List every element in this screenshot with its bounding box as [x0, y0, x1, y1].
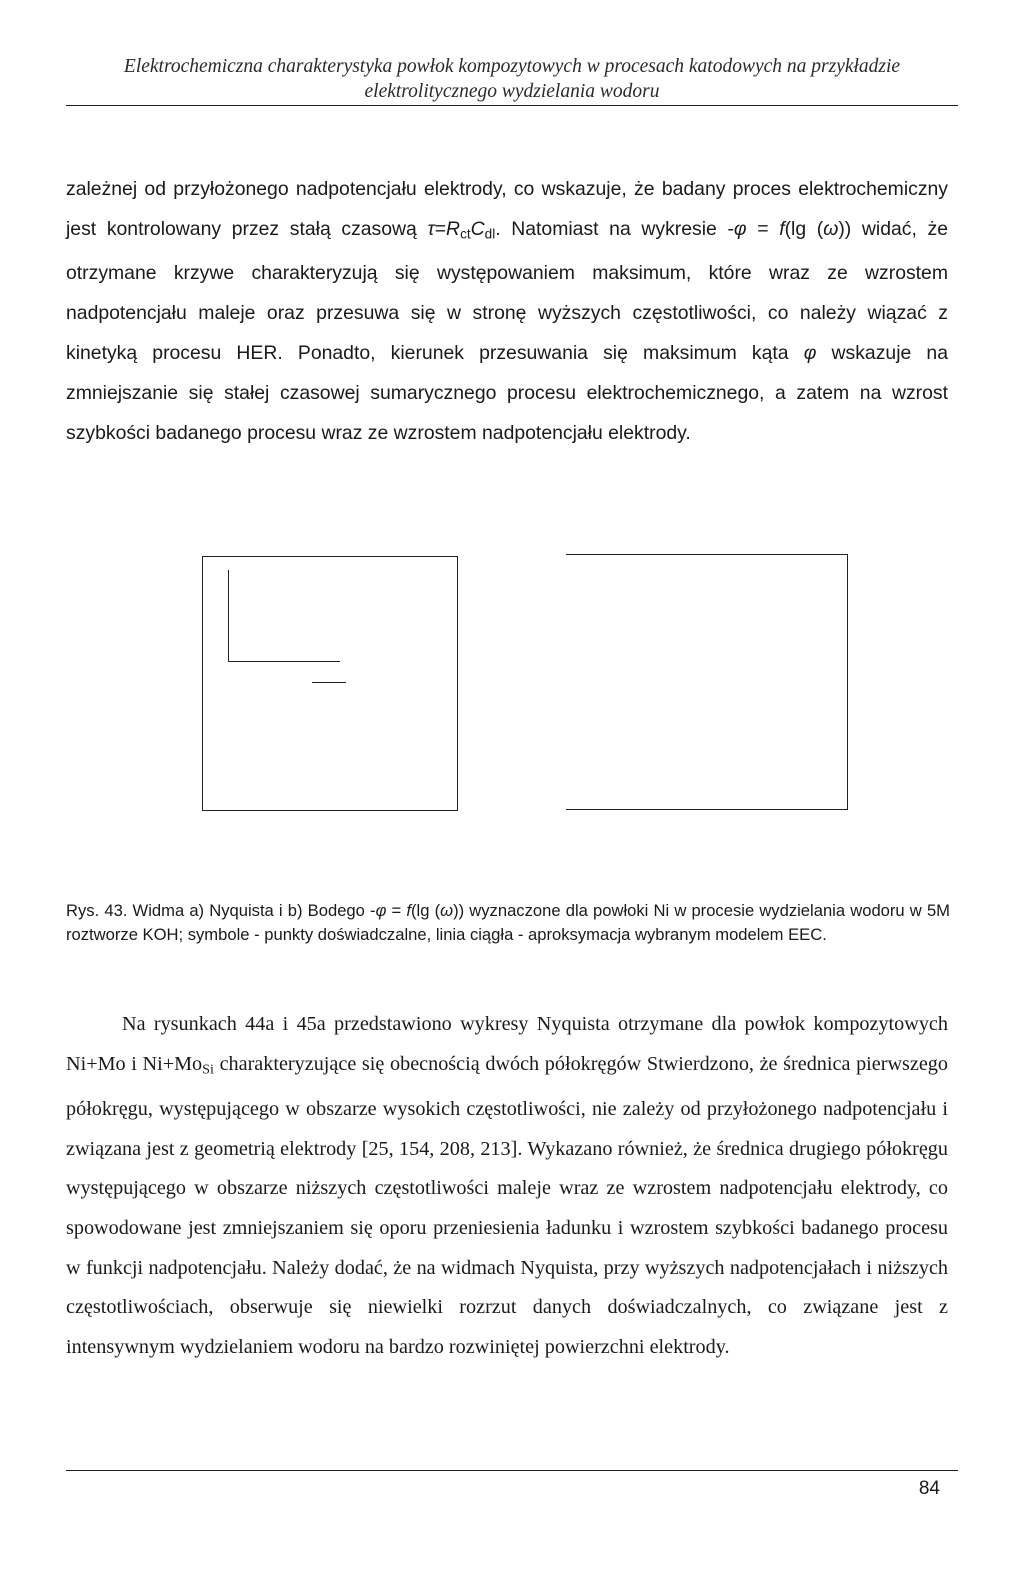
text-run: . Natomiast na wykresie -: [495, 217, 734, 240]
figure-a-short-dash: [312, 682, 346, 683]
text-run: =: [434, 217, 447, 240]
body-paragraph-2: [66, 1005, 948, 1368]
text-run: wskazuje na zmniejszanie się stałej czasowej sumarycznego procesu elektrochemicznego, a zatem na wzrost szybkości badanego procesu wraz ze wzrostem nadpotencjału elektrody.: [66, 342, 949, 444]
f-symbol: f: [779, 217, 785, 240]
phi-symbol: φ: [375, 901, 387, 920]
page-number: 84: [918, 1478, 940, 1499]
c-subscript: dl: [484, 226, 496, 242]
running-header-line-2: elektrolitycznego wydzielania wodoru: [364, 81, 660, 102]
r-subscript: ct: [460, 226, 471, 242]
footer-rule: [66, 1470, 958, 1471]
running-header-line-1: Elektrochemiczna charakterystyka powłok kompozytowych w procesach katodowych na przykładzie: [123, 56, 901, 77]
running-header: [66, 54, 958, 104]
text-run: (lg (: [411, 901, 441, 920]
text-run: (lg (: [784, 217, 824, 240]
phi-symbol: φ: [733, 217, 747, 240]
figure-b-bode-frame: [566, 554, 848, 810]
text-run: )) wyznaczone dla powłoki Ni w procesie wydzielania wodoru w 5M roztworze KOH; symbole - punkty doświadczalne, linia ciągła - aproksymacja wybranym modelem EEC.: [66, 901, 950, 944]
header-rule: [66, 105, 958, 106]
figure-a-inner-vertical-line: [228, 570, 229, 662]
text-run: =: [746, 217, 780, 240]
c-symbol: C: [470, 217, 485, 240]
figure-caption: [66, 899, 950, 947]
text-run: Rys. 43. Widma a) Nyquista i b) Bodego -: [66, 901, 376, 920]
text-run: )) widać, że otrzymane krzywe charakteryzują się występowaniem maksimum, które wraz ze wzrostem nadpotencjału maleje oraz przesuwa się w stronę wyższych częstotliwości, co należy wiązać z kinetyką procesu HER. Ponadto, kierunek przesuwania się maksimum kąta: [66, 217, 948, 365]
text-run: =: [386, 901, 407, 920]
text-run: zależnej od przyłożonego nadpotencjału elektrody, co wskazuje, że badany proces elektrochemiczny jest kontrolowany przez stałą czasową: [66, 178, 948, 240]
text-run: Na rysunkach 44a i 45a przedstawiono wykresy Nyquista otrzymane dla powłok kompozytowych Ni+Mo i Ni+Mo: [66, 1013, 948, 1075]
body-paragraph-1: [66, 170, 948, 454]
text-run: charakteryzujące się obecnością dwóch półokręgów Stwierdzono, że średnica pierwszego półokręgu, występującego w obszarze wysokich częstotliwości, nie zależy od przyłożonego nadpotencjału i związana jest z geometrią elektrody [25, 154, 208, 213]. Wykazano również, że średnica drugiego półokręgu występującego w obszarze niższych częstotliwości maleje wraz ze wzrostem nadpotencjału elektrody, co spowodowane jest zmniejszaniem się oporu przeniesienia ładunku i wzrostem szybkości badanego procesu w funkcji nadpotencjału. Należy dodać, że na widmach Nyquista, przy wyższych nadpotencjałach i niższych częstotliwościach, obserwuje się niewielki rozrzut danych doświadczalnych, co związane jest z intensywnym wydzielaniem wodoru na bardzo rozwiniętej powierzchni elektrody.: [66, 1052, 948, 1359]
f-symbol: f: [406, 901, 411, 920]
figure-a-nyquist-frame: [202, 556, 458, 811]
r-symbol: R: [446, 217, 461, 240]
phi-symbol: φ: [803, 342, 817, 365]
omega-symbol: ω: [440, 901, 454, 920]
tau-symbol: τ: [427, 217, 435, 240]
figure-a-inner-horizontal-line: [228, 661, 340, 662]
omega-symbol: ω: [823, 217, 839, 240]
si-subscript: Si: [202, 1061, 214, 1078]
